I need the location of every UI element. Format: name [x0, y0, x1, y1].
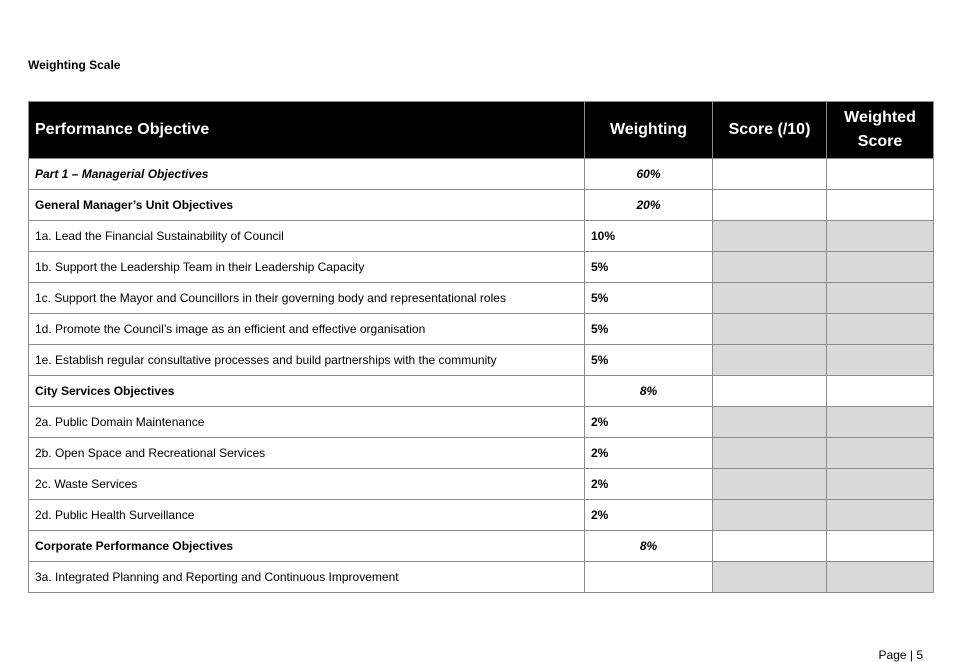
objective-cell: 1c. Support the Mayor and Councillors in their governing body and representational roles: [29, 283, 585, 314]
objective-cell: Corporate Performance Objectives: [29, 531, 585, 562]
weighting-cell: 5%: [585, 283, 713, 314]
weighted-score-cell: [827, 221, 934, 252]
weighted-score-cell: [827, 562, 934, 593]
header-weighted-score: [827, 102, 934, 159]
objective-cell: 2d. Public Health Surveillance: [29, 500, 585, 531]
score-cell: [713, 407, 827, 438]
table-row: [29, 283, 934, 314]
weighted-score-cell: [827, 469, 934, 500]
objective-cell: 1a. Lead the Financial Sustainability of Council: [29, 221, 585, 252]
weighted-score-cell: [827, 376, 934, 407]
score-cell: [713, 221, 827, 252]
score-cell: [713, 252, 827, 283]
table-row: [29, 500, 934, 531]
score-cell: [713, 159, 827, 190]
table-row: [29, 314, 934, 345]
score-cell: [713, 500, 827, 531]
weighted-score-cell: [827, 438, 934, 469]
weighted-score-cell: [827, 283, 934, 314]
score-cell: [713, 562, 827, 593]
table-row: [29, 221, 934, 252]
objective-cell: 1d. Promote the Council’s image as an efficient and effective organisation: [29, 314, 585, 345]
objective-cell: City Services Objectives: [29, 376, 585, 407]
objective-cell: 1b. Support the Leadership Team in their Leadership Capacity: [29, 252, 585, 283]
table-row: [29, 190, 934, 221]
weighting-cell: [585, 562, 713, 593]
table-header-row: [29, 102, 934, 159]
weighting-cell: 2%: [585, 407, 713, 438]
weighting-cell: 20%: [585, 190, 713, 221]
table-row: [29, 469, 934, 500]
objective-cell: 3a. Integrated Planning and Reporting and Continuous Improvement: [29, 562, 585, 593]
weighting-cell: 8%: [585, 376, 713, 407]
weighted-score-cell: [827, 345, 934, 376]
table-row: [29, 345, 934, 376]
performance-objectives-table: [28, 101, 934, 593]
weighting-cell: 5%: [585, 345, 713, 376]
table-row: [29, 252, 934, 283]
weighting-cell: 5%: [585, 252, 713, 283]
table-row: [29, 438, 934, 469]
weighting-cell: 5%: [585, 314, 713, 345]
weighted-score-cell: [827, 252, 934, 283]
score-cell: [713, 531, 827, 562]
score-cell: [713, 314, 827, 345]
objective-cell: 1e. Establish regular consultative processes and build partnerships with the community: [29, 345, 585, 376]
objective-cell: Part 1 – Managerial Objectives: [29, 159, 585, 190]
weighted-score-cell: [827, 159, 934, 190]
header-weighted-score-line1: Weighted: [844, 109, 916, 126]
score-cell: [713, 469, 827, 500]
weighted-score-cell: [827, 407, 934, 438]
header-score: Score (/10): [713, 102, 827, 159]
table-row: [29, 562, 934, 593]
score-cell: [713, 283, 827, 314]
table-row: [29, 376, 934, 407]
weighting-cell: 2%: [585, 469, 713, 500]
weighted-score-cell: [827, 500, 934, 531]
page-number: Page | 5: [878, 648, 923, 662]
objective-cell: General Manager’s Unit Objectives: [29, 190, 585, 221]
table-row: [29, 407, 934, 438]
score-cell: [713, 190, 827, 221]
score-cell: [713, 345, 827, 376]
weighting-scale-title: Weighting Scale: [28, 58, 121, 72]
weighted-score-cell: [827, 190, 934, 221]
objective-cell: 2c. Waste Services: [29, 469, 585, 500]
header-performance-objective: Performance Objective: [29, 102, 585, 159]
weighting-cell: 8%: [585, 531, 713, 562]
weighting-cell: 2%: [585, 500, 713, 531]
table-row: [29, 531, 934, 562]
objective-cell: 2a. Public Domain Maintenance: [29, 407, 585, 438]
weighting-cell: 2%: [585, 438, 713, 469]
objective-cell: 2b. Open Space and Recreational Services: [29, 438, 585, 469]
score-cell: [713, 376, 827, 407]
score-cell: [713, 438, 827, 469]
table-row: [29, 159, 934, 190]
weighted-score-cell: [827, 314, 934, 345]
weighted-score-cell: [827, 531, 934, 562]
header-weighted-score-line2: Score: [857, 133, 903, 150]
weighting-cell: 60%: [585, 159, 713, 190]
header-weighting: Weighting: [585, 102, 713, 159]
weighting-cell: 10%: [585, 221, 713, 252]
